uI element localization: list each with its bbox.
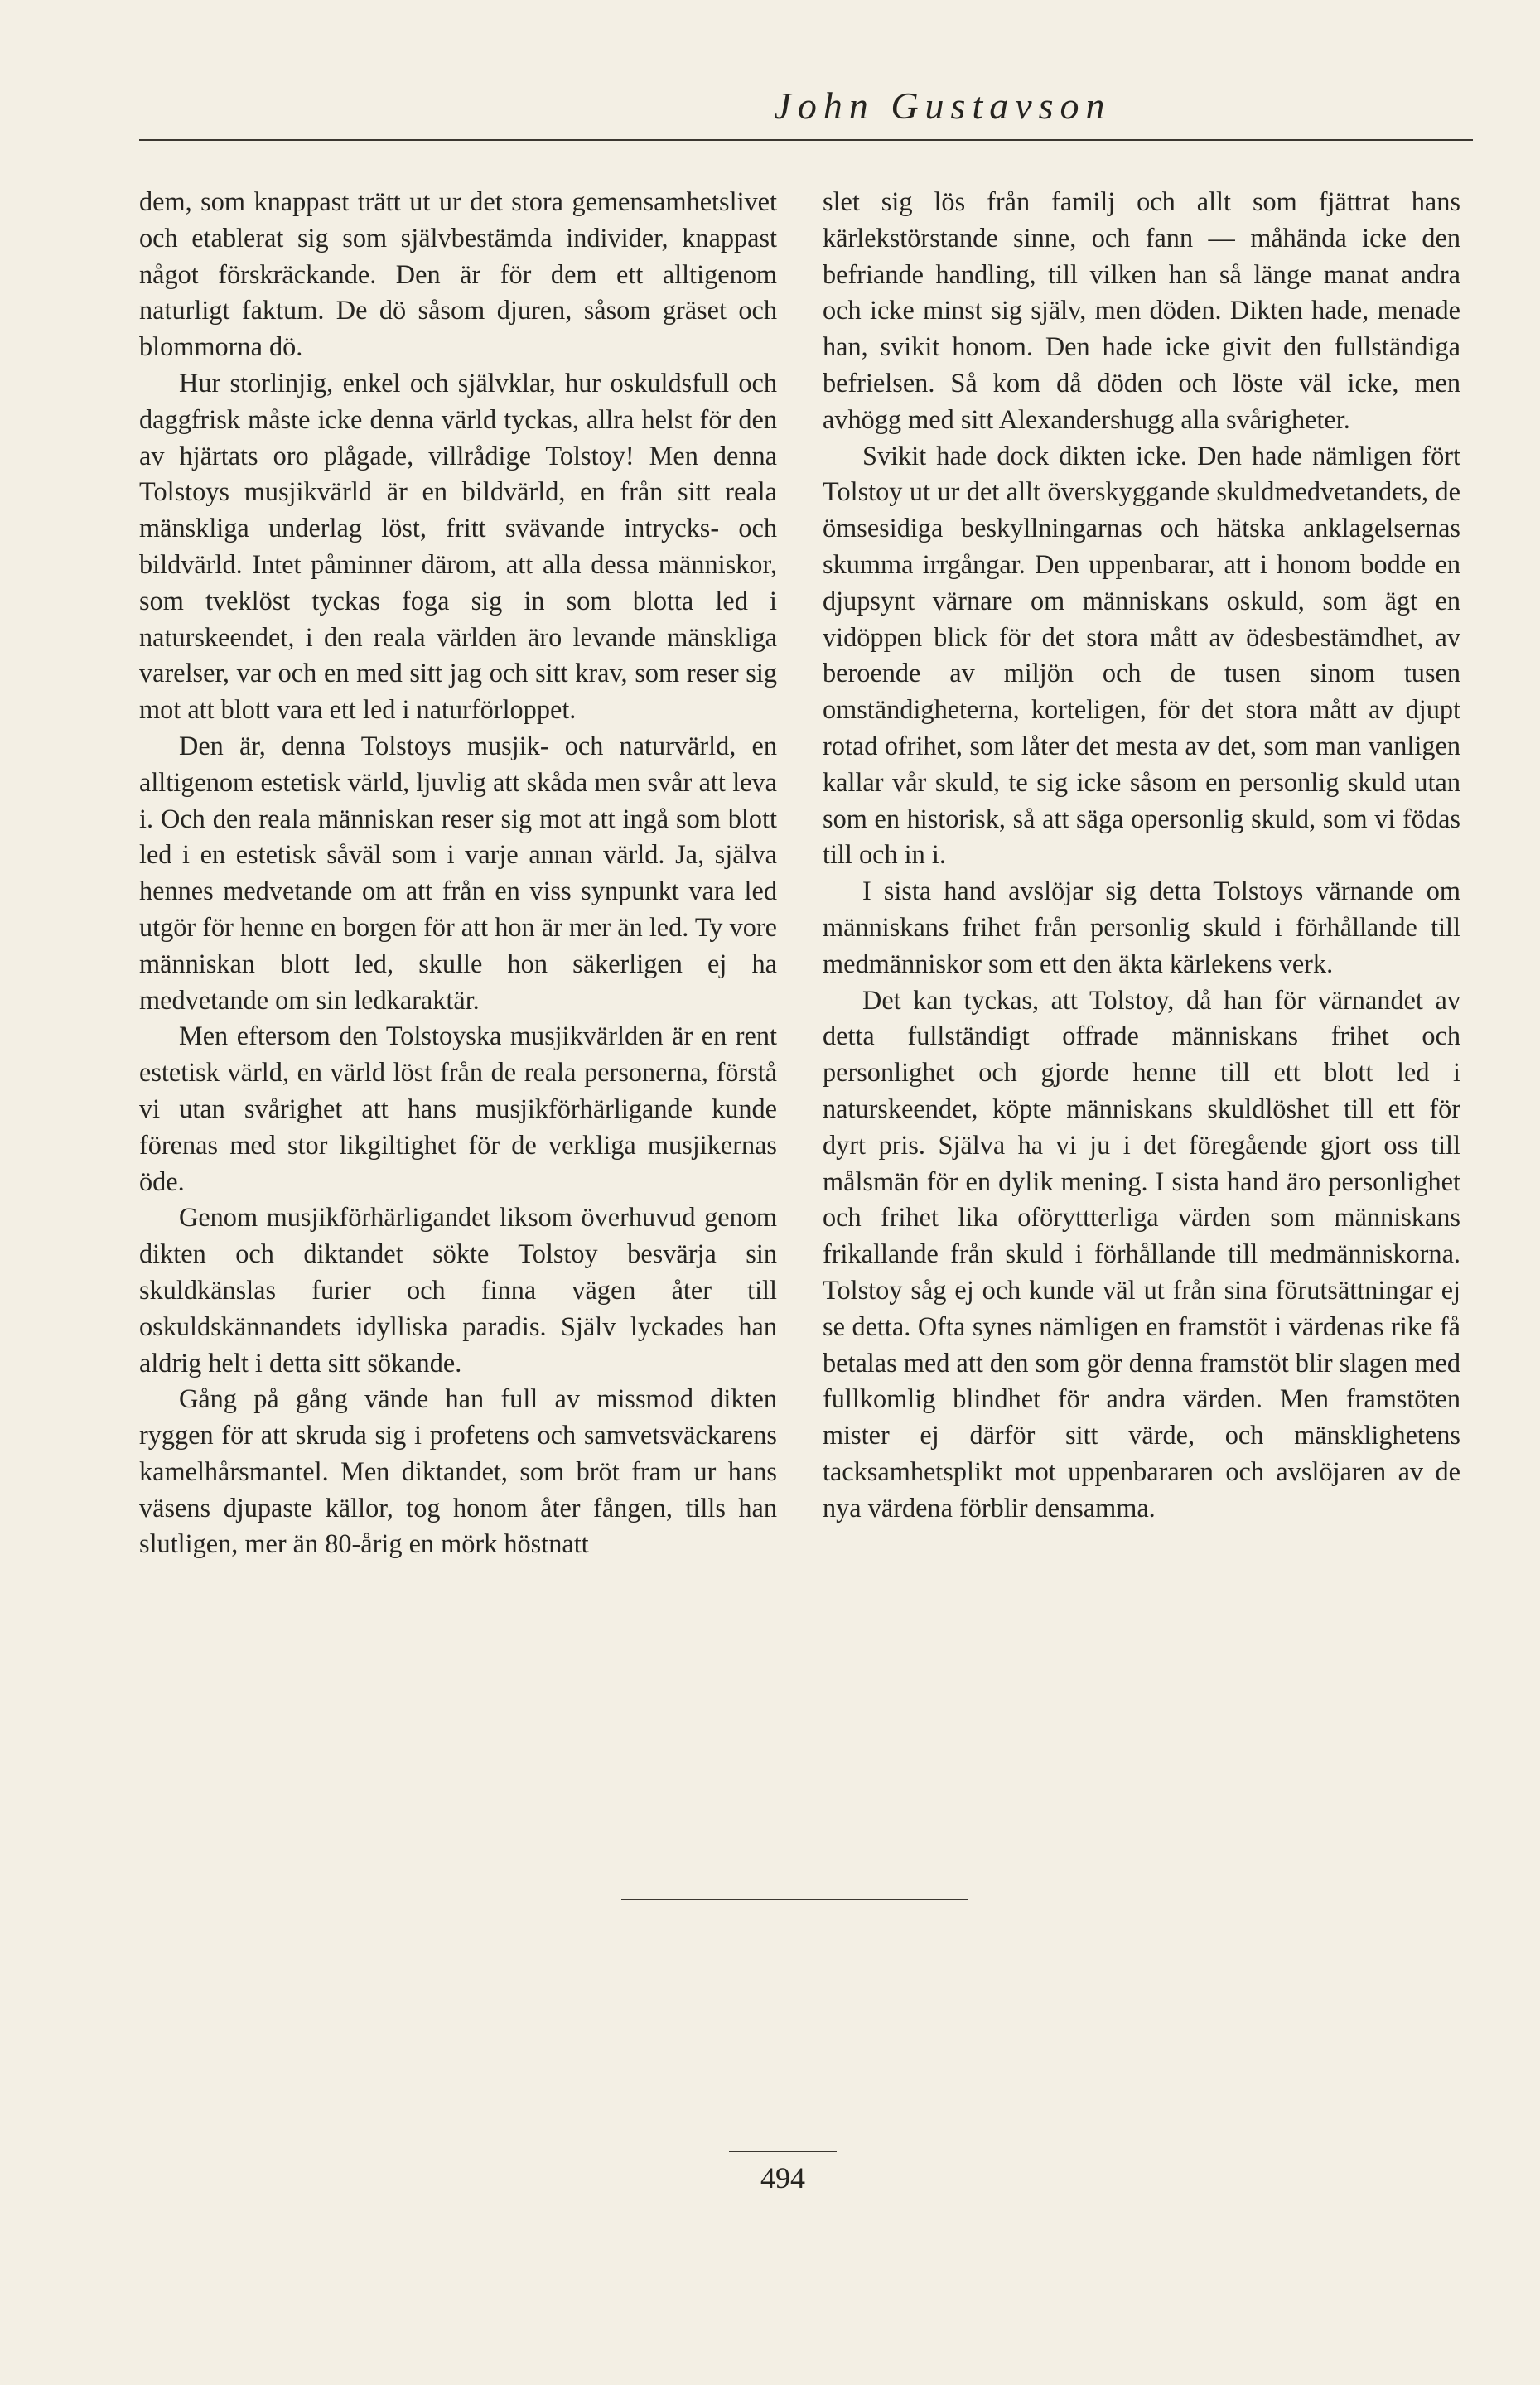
paragraph: Den är, denna Tolstoys musjik- och naturvärld, en alltigenom estetisk värld, ljuvlig att skåda men svår att leva i. Och den reala människan reser sig mot att ingå som blott led i en estetisk såväl som i varje annan värld. Ja, själva hennes medvetande om att från en viss synpunkt vara led utgör för henne en borgen för att hon är mer än led. Ty vore människan blott led, skulle hon säkerligen ej ha medvetande om sin ledkaraktär.	[139, 730, 777, 1015]
paragraph: Gång på gång vände han full av missmod dikten ryggen för att skruda sig i profetens och samvetsväckarens kamelhårsmantel. Men diktandet, som bröt fram ur hans väsens djupaste källor, tog honom åter fången, tills han slutligen, mer än 80-årig en mörk höstnatt	[139, 1383, 777, 1559]
right-column	[823, 184, 1460, 1526]
paragraph: Svikit hade dock dikten icke. Den hade nämligen fört Tolstoy ut ur det allt överskyggande skuldmedvetandets, de ömsesidiga beskyllningarnas och hätska anklagelsernas skumma irrgångar. Den uppenbarar, att i honom bodde en djupsynt värnare om människans oskuld, som ägt en vidöppen blick för det stora mått av ödesbestämdhet, av beroende av miljön och de tusen sinom tusen omständigheterna, korteligen, för det stora mått av djupt rotad ofrihet, som låter det mesta av det, som man vanligen kallar vår skuld, te sig icke såsom en personlig skuld utan som en historisk, så att säga opersonlig skuld, som vi födas till och in i.	[823, 440, 1460, 870]
paragraph: Genom musjikförhärligandet liksom överhuvud genom dikten och diktandet sökte Tolstoy besvärja sin skuldkänslas furier och finna vägen åter till oskuldskännandets idylliska paradis. Själv lyckades han aldrig helt i detta sitt sökande.	[139, 1202, 777, 1378]
left-column	[139, 184, 777, 1562]
paragraph: slet sig lös från familj och allt som fjättrat hans kärlekstörstande sinne, och fann — måhända icke den befriande handling, till vilken han så länge manat andra och icke minst sig själv, men döden. Dikten hade, menade han, svikit honom. Den hade icke givit den fullständiga befrielsen. Så kom då döden och löste väl icke, men avhögg med sitt Alexandershugg alla svårigheter.	[823, 186, 1460, 434]
header-rule	[139, 139, 1473, 141]
paragraph: I sista hand avslöjar sig detta Tolstoys värnande om människans frihet från personlig skuld i förhållande till medmänniskor som ett den äkta kärlekens verk.	[823, 876, 1460, 978]
section-end-rule	[621, 1899, 968, 1900]
paragraph: Hur storlinjig, enkel och självklar, hur oskuldsfull och daggfrisk måste icke denna värld tyckas, allra helst för den av hjärtats oro plågade, villrådige Tolstoy! Men denna Tolstoys musjikvärld är en bildvärld, en från sitt reala mänskliga underlag löst, fritt svävande intrycks- och bildvärld. Intet påminner därom, att alla dessa människor, som tveklöst tyckas foga sig in som blotta led i naturskeendet, i den reala världen äro levande mänskliga varelser, var och en med sitt jag och sitt krav, som reser sig mot att blott vara ett led i naturförloppet.	[139, 367, 777, 725]
running-head-author: John Gustavson	[774, 84, 1112, 127]
paragraph: Men eftersom den Tolstoyska musjikvärlden är en rent estetisk värld, en värld löst från de reala personerna, förstå vi utan svårighet att hans musjikförhärligande kunde förenas med stor likgiltighet för de verkliga musjikernas öde.	[139, 1021, 777, 1196]
paragraph: dem, som knappast trätt ut ur det stora gemensamhetslivet och etablerat sig som självbestämda individer, knappast något förskräckande. Den är för dem ett alltigenom naturligt faktum. De dö såsom djuren, såsom gräset och blommorna dö.	[139, 186, 777, 362]
page-number: 494	[729, 2151, 837, 2197]
paragraph: Det kan tyckas, att Tolstoy, då han för värnandet av detta fullständigt offrade människans frihet och personlighet och gjorde henne till ett blott led i naturskeendet, köpte människans skuldlöshet till ett för dyrt pris. Själva ha vi ju i det föregående gjort oss till målsmän för en dylik mening. I sista hand äro personlighet och frihet lika oföryttterliga värden som människans frikallande från skuld i förhållande till medmänniskorna. Tolstoy såg ej och kunde väl ut från sina förutsättningar ej se detta. Ofta synes nämligen en framstöt i värdenas rike få betalas med att den som gör denna framstöt blir slagen med fullkomlig blindhet för andra värden. Men framstöten mister ej därför sitt värde, och mänsklighetens tacksamhetsplikt mot uppenbararen och avslöjaren av de nya värdena förblir densamma.	[823, 984, 1460, 1523]
